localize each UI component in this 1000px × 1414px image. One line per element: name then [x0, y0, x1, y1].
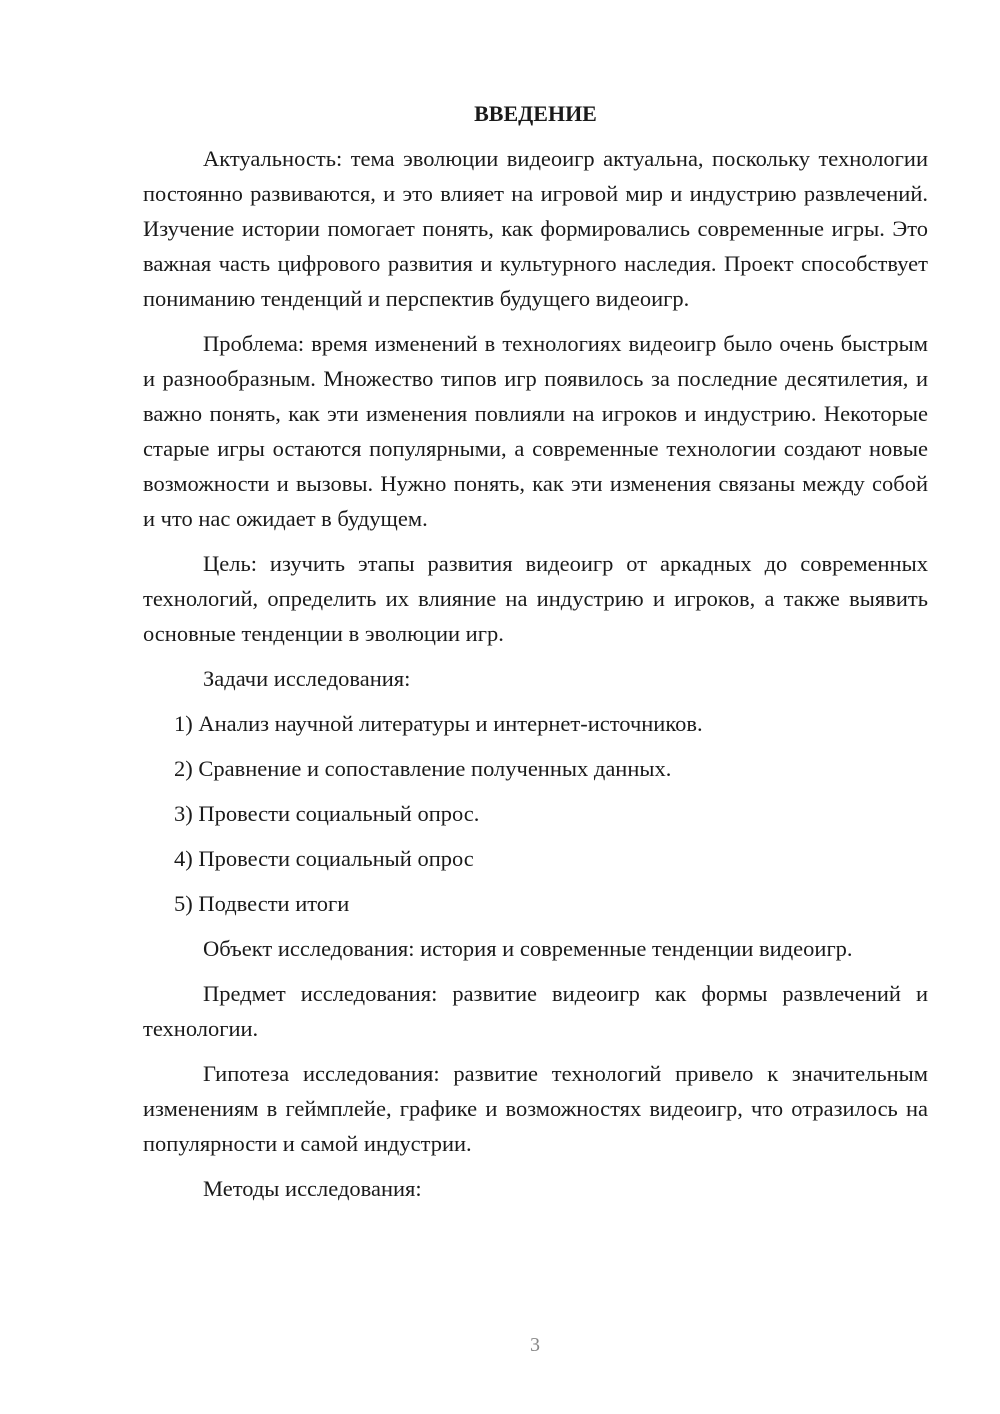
- goal-paragraph: Цель: изучить этапы развития видеоигр от аркадных до современных технологий, определить их влияние на индустрию и игроков, а также выявить основные тенденции в эволюции игр.: [143, 551, 928, 646]
- list-item: 3) Провести социальный опрос.: [174, 801, 480, 826]
- section-heading: ВВЕДЕНИЕ: [474, 101, 597, 126]
- list-item: 4) Провести социальный опрос: [174, 846, 474, 871]
- problem-paragraph: Проблема: время изменений в технологиях видеоигр было очень быстрым и разнообразным. Множество типов игр появилось за последние десятилетия, и важно понять, как эти изменения повлияли на игроков и индустрию. Некоторые старые игры остаются популярными, а современные технологии создают новые возможности и вызовы. Нужно понять, как эти изменения связаны между собой и что нас ожидает в будущем.: [143, 331, 928, 531]
- tasks-list: [143, 706, 928, 921]
- hypothesis-paragraph: Гипотеза исследования: развитие технологий привело к значительным изменениям в геймплейе, графике и возможностях видеоигр, что отразилось на популярности и самой индустрии.: [143, 1061, 928, 1156]
- list-item: 1) Анализ научной литературы и интернет-источников.: [174, 711, 703, 736]
- list-item: 5) Подвести итоги: [174, 891, 350, 916]
- tasks-heading: Задачи исследования:: [203, 666, 411, 691]
- page-number: 3: [530, 1334, 540, 1356]
- page-content: [143, 96, 928, 1216]
- methods-heading: Методы исследования:: [203, 1176, 422, 1201]
- object-paragraph: Объект исследования: история и современные тенденции видеоигр.: [203, 936, 853, 961]
- relevance-paragraph: Актуальность: тема эволюции видеоигр актуальна, поскольку технологии постоянно развиваются, и это влияет на игровой мир и индустрию развлечений. Изучение истории помогает понять, как формировались современные игры. Это важная часть цифрового развития и культурного наследия. Проект способствует пониманию тенденций и перспектив будущего видеоигр.: [143, 146, 928, 311]
- subject-paragraph: Предмет исследования: развитие видеоигр как формы развлечений и технологии.: [143, 981, 928, 1041]
- list-item: 2) Сравнение и сопоставление полученных данных.: [174, 756, 672, 781]
